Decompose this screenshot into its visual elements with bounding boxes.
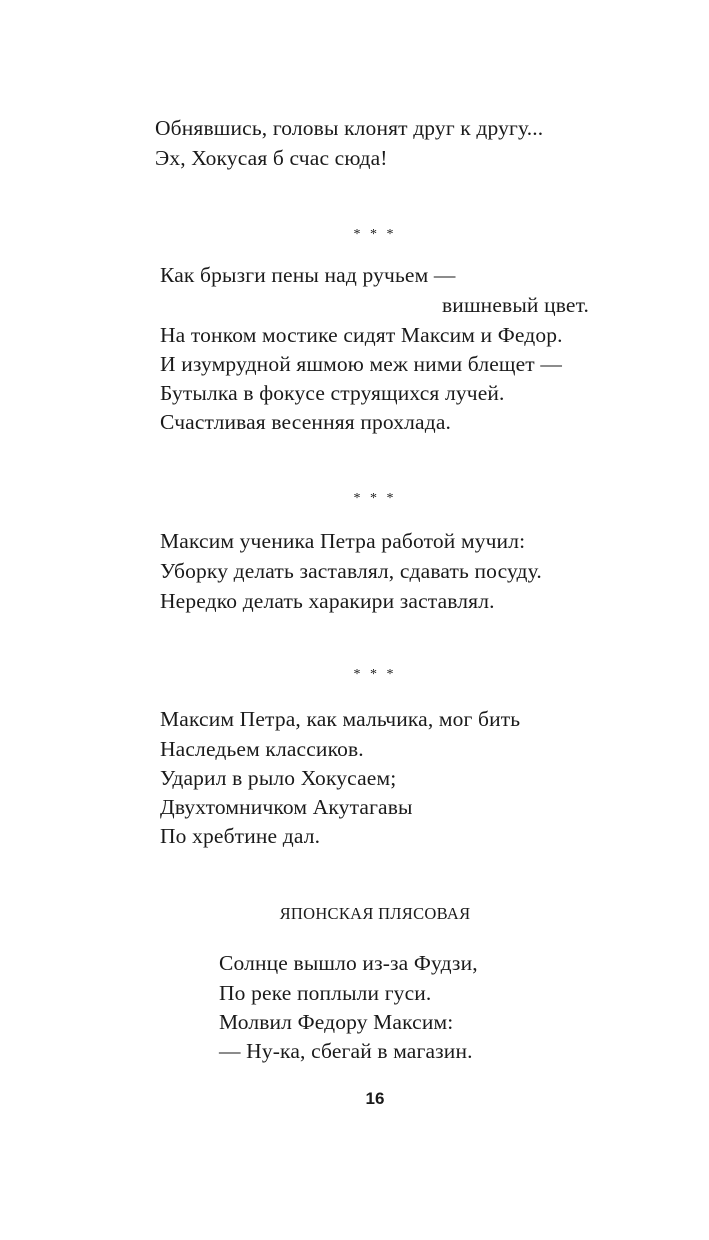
poem-line: Максим ученика Петра работой мучил: <box>160 529 526 553</box>
poem-line: Максим Петра, как мальчика, мог бить <box>160 707 521 731</box>
poem-line: Бутылка в фокусе струящихся лучей. <box>160 381 505 405</box>
poem-line: Ударил в рыло Хокусаем; <box>160 766 397 790</box>
poem-line: Эх, Хокусая б счас сюда! <box>155 146 388 170</box>
poem-line: вишневый цвет. <box>442 293 590 317</box>
poem-line: Солнце вышло из-за Фудзи, <box>219 951 478 975</box>
poem-line: Счастливая весенняя прохлада. <box>160 410 452 434</box>
poem-line: Наследьем классиков. <box>160 737 364 761</box>
poem-line: По хребтине дал. <box>160 824 321 848</box>
poem-line: Нередко делать харакири заставлял. <box>160 589 495 613</box>
poem-line: Молвил Федору Максим: <box>219 1010 454 1034</box>
poem-line: Как брызги пены над ручьем — <box>160 263 456 287</box>
poem-title: ЯПОНСКАЯ ПЛЯСОВАЯ <box>279 904 471 923</box>
poem-line: — Ну-ка, сбегай в магазин. <box>219 1039 473 1063</box>
section-separator: * * * <box>353 227 397 242</box>
poem-line: Обнявшись, головы клонят друг к другу... <box>155 116 544 140</box>
poem-line: И изумрудной яшмою меж ними блещет — <box>160 352 563 376</box>
poem-line: Уборку делать заставлял, сдавать посуду. <box>160 559 542 583</box>
poem-line: По реке поплыли гуси. <box>219 981 432 1005</box>
section-separator: * * * <box>353 491 397 506</box>
page-number: 16 <box>365 1089 385 1108</box>
poem-line: На тонком мостике сидят Максим и Федор. <box>160 323 563 347</box>
poem-line: Двухтомничком Акутагавы <box>160 795 413 819</box>
section-separator: * * * <box>353 667 397 682</box>
